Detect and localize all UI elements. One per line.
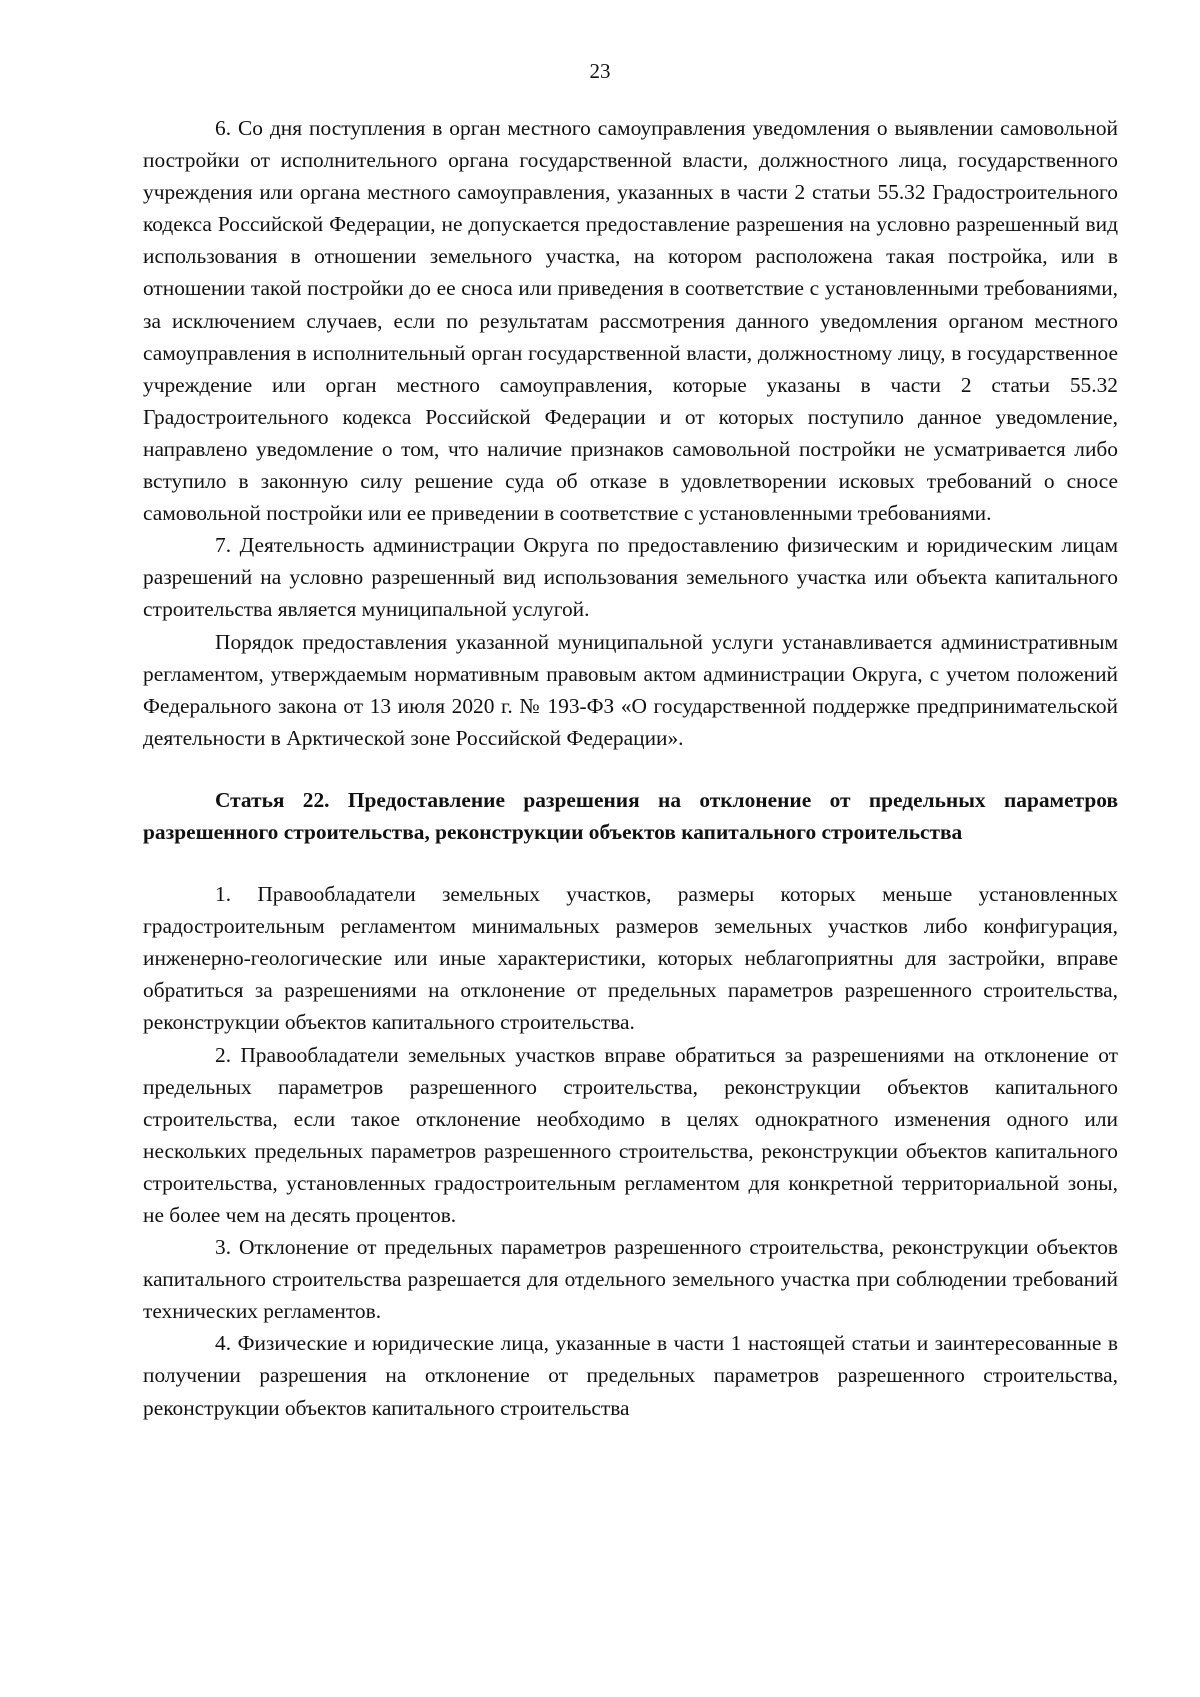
article-22-paragraph-2: 2. Правообладатели земельных участков вправе обратиться за разрешениями на отклонение от предельных параметров разрешенного строительства, реконструкции объектов капитального строительства, если такое отклонение необходимо в целях однократного изменения одного или нескольких предельных параметров разрешенного строительства, реконструкции объектов капитального строительства, установленных градостроительным регламентом для конкретной территориальной зоны, не более чем на десять процентов. bbox=[143, 1042, 1118, 1227]
article-22-paragraph-1: 1. Правообладатели земельных участков, размеры которых меньше установленных градостроительным регламентом минимальных размеров земельных участков либо конфигурация, инженерно-геологические или иные характеристики, которых неблагоприятны для застройки, вправе обратиться за разрешениями на отклонение от предельных параметров разрешенного строительства, реконструкции объектов капитального строительства. bbox=[143, 882, 1118, 1035]
paragraph-6-unauthorized-construction: 6. Со дня поступления в орган местного самоуправления уведомления о выявлении самовольной постройки от исполнительного органа государственной власти, должностного лица, государственного учреждения или органа местного самоуправления, указанных в части 2 статьи 55.32 Градостроительного кодекса Российской Федерации, не допускается предоставление разрешения на условно разрешенный вид использования в отношении земельного участка, на котором расположена такая постройка, или в отношении такой постройки до ее сноса или приведения в соответствие с установленными требованиями, за исключением случаев, если по результатам рассмотрения данного уведомления органом местного самоуправления в исполнительный орган государственной власти, должностному лицу, в государственное учреждение или орган местного самоуправления, которые указаны в части 2 статьи 55.32 Градостроительного кодекса Российской Федерации и от которых поступило данное уведомление, направлено уведомление о том, что наличие признаков самовольной постройки не усматривается либо вступило в законную силу решение суда об отказе в удовлетворении исковых требований о сносе самовольной постройки или ее приведении в соответствие с установленными требованиями. bbox=[143, 116, 1118, 526]
paragraph-service-procedure: Порядок предоставления указанной муниципальной услуги устанавливается административным регламентом, утверждаемым нормативным правовым актом администрации Округа, с учетом положений Федерального закона от 13 июля 2020 г. № 193-ФЗ «О государственной поддержке предпринимательской деятельности в Арктической зоне Российской Федерации». bbox=[143, 629, 1118, 750]
document-body bbox=[143, 112, 1118, 1424]
article-22-paragraph-4: 4. Физические и юридические лица, указанные в части 1 настоящей статьи и заинтересованные в получении разрешения на отклонение от предельных параметров разрешенного строительства, реконструкции объектов капитального строительства bbox=[143, 1331, 1118, 1420]
article-22-paragraph-3: 3. Отклонение от предельных параметров разрешенного строительства, реконструкции объектов капитального строительства разрешается для отдельного земельного участка при соблюдении требований технических регламентов. bbox=[143, 1235, 1118, 1324]
article-22-title: Статья 22. Предоставление разрешения на отклонение от предельных параметров разрешенного строительства, реконструкции объектов капитального строительства bbox=[143, 787, 1118, 844]
page-number: 23 bbox=[589, 59, 611, 83]
paragraph-7-municipal-service: 7. Деятельность администрации Округа по предоставлению физическим и юридическим лицам разрешений на условно разрешенный вид использования земельного участка или объекта капитального строительства является муниципальной услугой. bbox=[143, 533, 1118, 622]
